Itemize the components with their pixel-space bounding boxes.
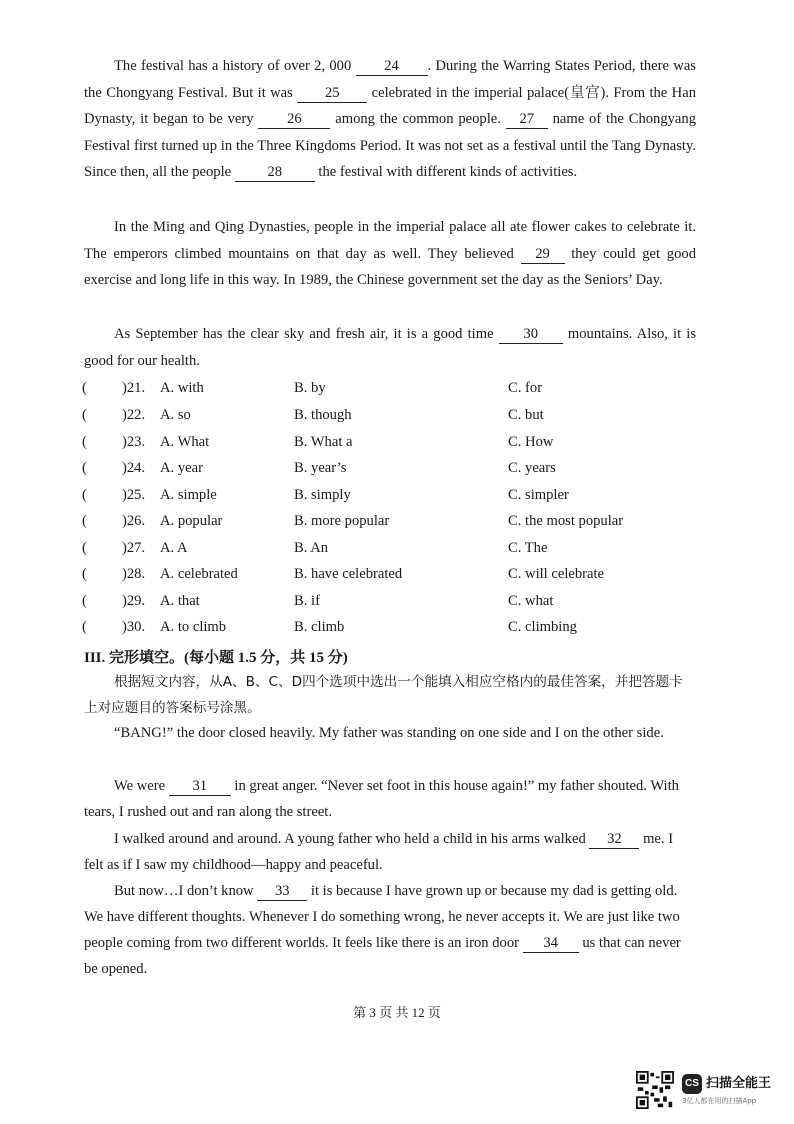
option-b: B. climb xyxy=(294,619,345,635)
option-a: A. that xyxy=(160,593,200,609)
cloze-paragraph-1: “BANG!” the door closed heavily. My father was standing on one side and I on the other side. xyxy=(114,725,664,741)
question-row-23 xyxy=(82,429,702,455)
text: it is because I have grown up or because my dad is getting old. We have different thoughts. Whenever I do something wrong, he never accepts it. We are just like two people coming from two different worlds. It feels like there is an iron door xyxy=(84,883,680,951)
option-b: B. An xyxy=(294,540,329,556)
answer-paren[interactable]: ( xyxy=(82,540,87,556)
question-number: )29. xyxy=(122,593,146,609)
question-row-27 xyxy=(82,535,702,561)
option-b: B. if xyxy=(294,593,320,609)
question-number: )26. xyxy=(122,513,146,529)
blank-32: 32 xyxy=(589,830,639,849)
cloze-paragraph-3 xyxy=(84,826,696,878)
text: But now…I don’t know xyxy=(114,883,254,899)
answer-paren[interactable]: ( xyxy=(82,434,87,450)
text: us that can never be opened. xyxy=(84,935,681,977)
blank-26: 26 xyxy=(258,110,330,129)
question-number: )23. xyxy=(122,434,146,450)
passage-paragraph-2 xyxy=(84,214,696,294)
text: We were xyxy=(114,778,166,794)
text: me. I felt as if I saw my childhood—happy and peaceful. xyxy=(84,831,674,873)
option-a: A. A xyxy=(160,540,188,556)
option-c: C. what xyxy=(508,593,554,609)
question-row-29 xyxy=(82,588,702,614)
blank-30: 30 xyxy=(499,325,563,344)
option-c: C. simpler xyxy=(508,487,569,503)
blank-33: 33 xyxy=(257,882,307,901)
option-b: B. simply xyxy=(294,487,351,503)
option-c: C. climbing xyxy=(508,619,577,635)
text: in great anger. “Never set foot in this house again!” my father shouted. With tears, I rushed out and ran along the street. xyxy=(84,778,679,820)
question-number: )30. xyxy=(122,619,146,635)
option-c: C. for xyxy=(508,380,543,396)
text: In the Ming and Qing Dynasties, people in the imperial palace all ate flower cakes to celebrate it. The emperors climbed mountains on that day as well. They believed xyxy=(84,219,696,262)
question-number: )25. xyxy=(122,487,146,503)
question-number: )21. xyxy=(122,380,146,396)
blank-34: 34 xyxy=(523,934,579,953)
question-row-26 xyxy=(82,508,702,534)
text: they could get good exercise and long life in this way. In 1989, the Chinese government set the day as the Seniors’ Day. xyxy=(84,245,696,289)
option-c: C. The xyxy=(508,540,548,556)
question-number: )24. xyxy=(122,460,146,476)
question-row-30 xyxy=(82,614,702,640)
passage-paragraph-3 xyxy=(84,321,696,374)
option-a: A. with xyxy=(160,380,204,396)
page-number: 第 3 页 共 12 页 xyxy=(353,1005,441,1020)
question-number: )28. xyxy=(122,566,146,582)
option-a: A. so xyxy=(160,407,191,423)
option-c: C. years xyxy=(508,460,556,476)
question-number: )22. xyxy=(122,407,146,423)
option-c: C. How xyxy=(508,434,554,450)
answer-paren[interactable]: ( xyxy=(82,593,87,609)
option-c: C. the most popular xyxy=(508,513,624,529)
brand-name: 扫描全能王 xyxy=(706,1076,772,1091)
text: . During the Warring States Period, there was the Chongyang Festival. But it was xyxy=(84,58,696,101)
blank-28: 28 xyxy=(235,163,315,182)
text: among the common people. xyxy=(335,111,501,128)
blank-24: 24 xyxy=(356,57,428,76)
section-instruction: 根据短文内容，从A、B、C、D四个选项中选出一个能填入相应空格内的最佳答案，并把答题卡上对应题目的答案标号涂黑。 xyxy=(84,674,683,716)
option-a: A. simple xyxy=(160,487,217,503)
option-b: B. though xyxy=(294,407,352,423)
option-b: B. by xyxy=(294,380,326,396)
question-row-22 xyxy=(82,402,702,428)
option-a: A. What xyxy=(160,434,210,450)
qr-code-icon xyxy=(636,1071,674,1109)
option-b: B. What a xyxy=(294,434,353,450)
option-c: C. will celebrate xyxy=(508,566,605,582)
option-a: A. celebrated xyxy=(160,566,238,582)
option-b: B. year’s xyxy=(294,460,347,476)
answer-paren[interactable]: ( xyxy=(82,407,87,423)
section-title: III. 完形填空。(每小题 1.5 分，共 15 分) xyxy=(84,650,348,666)
option-b: B. more popular xyxy=(294,513,390,529)
option-a: A. popular xyxy=(160,513,223,529)
question-number: )27. xyxy=(122,540,146,556)
question-row-24 xyxy=(82,455,702,481)
cloze-paragraph-2 xyxy=(84,773,696,825)
text: The festival has a history of over 2, 000 xyxy=(114,58,352,74)
answer-paren[interactable]: ( xyxy=(82,460,87,476)
text: mountains. Also, it is good for our health. xyxy=(84,326,697,369)
passage-paragraph-1 xyxy=(84,53,696,186)
blank-29: 29 xyxy=(521,245,565,264)
option-c: C. but xyxy=(508,407,544,423)
blank-25: 25 xyxy=(297,84,367,103)
answer-paren[interactable]: ( xyxy=(82,513,87,529)
cloze-paragraph-4 xyxy=(84,878,696,982)
brand-tagline: 3亿人都在用的扫描App xyxy=(682,1097,757,1105)
blank-27: 27 xyxy=(506,110,548,129)
option-a: A. year xyxy=(160,460,203,476)
option-a: A. to climb xyxy=(160,619,227,635)
text: celebrated in the imperial palace(皇宫). From the Han Dynasty, it began to be very xyxy=(84,84,696,128)
question-row-21 xyxy=(82,375,702,401)
answer-paren[interactable]: ( xyxy=(82,566,87,582)
answer-paren[interactable]: ( xyxy=(82,380,87,396)
text: I walked around and around. A young father who held a child in his arms walked xyxy=(114,831,586,847)
option-b: B. have celebrated xyxy=(294,566,403,582)
answer-paren[interactable]: ( xyxy=(82,619,87,635)
answer-paren[interactable]: ( xyxy=(82,487,87,503)
text: As September has the clear sky and fresh air, it is a good time xyxy=(114,326,494,342)
blank-31: 31 xyxy=(169,777,231,796)
question-row-25 xyxy=(82,482,702,508)
text: the festival with different kinds of activities. xyxy=(318,164,578,181)
question-row-28 xyxy=(82,561,702,587)
text: name of the Chongyang Festival first turned up in the Three Kingdoms Period. It was not set as a festival until the Tang Dynasty. Since then, all the people xyxy=(84,111,696,181)
cs-logo-icon: CS xyxy=(682,1074,702,1094)
